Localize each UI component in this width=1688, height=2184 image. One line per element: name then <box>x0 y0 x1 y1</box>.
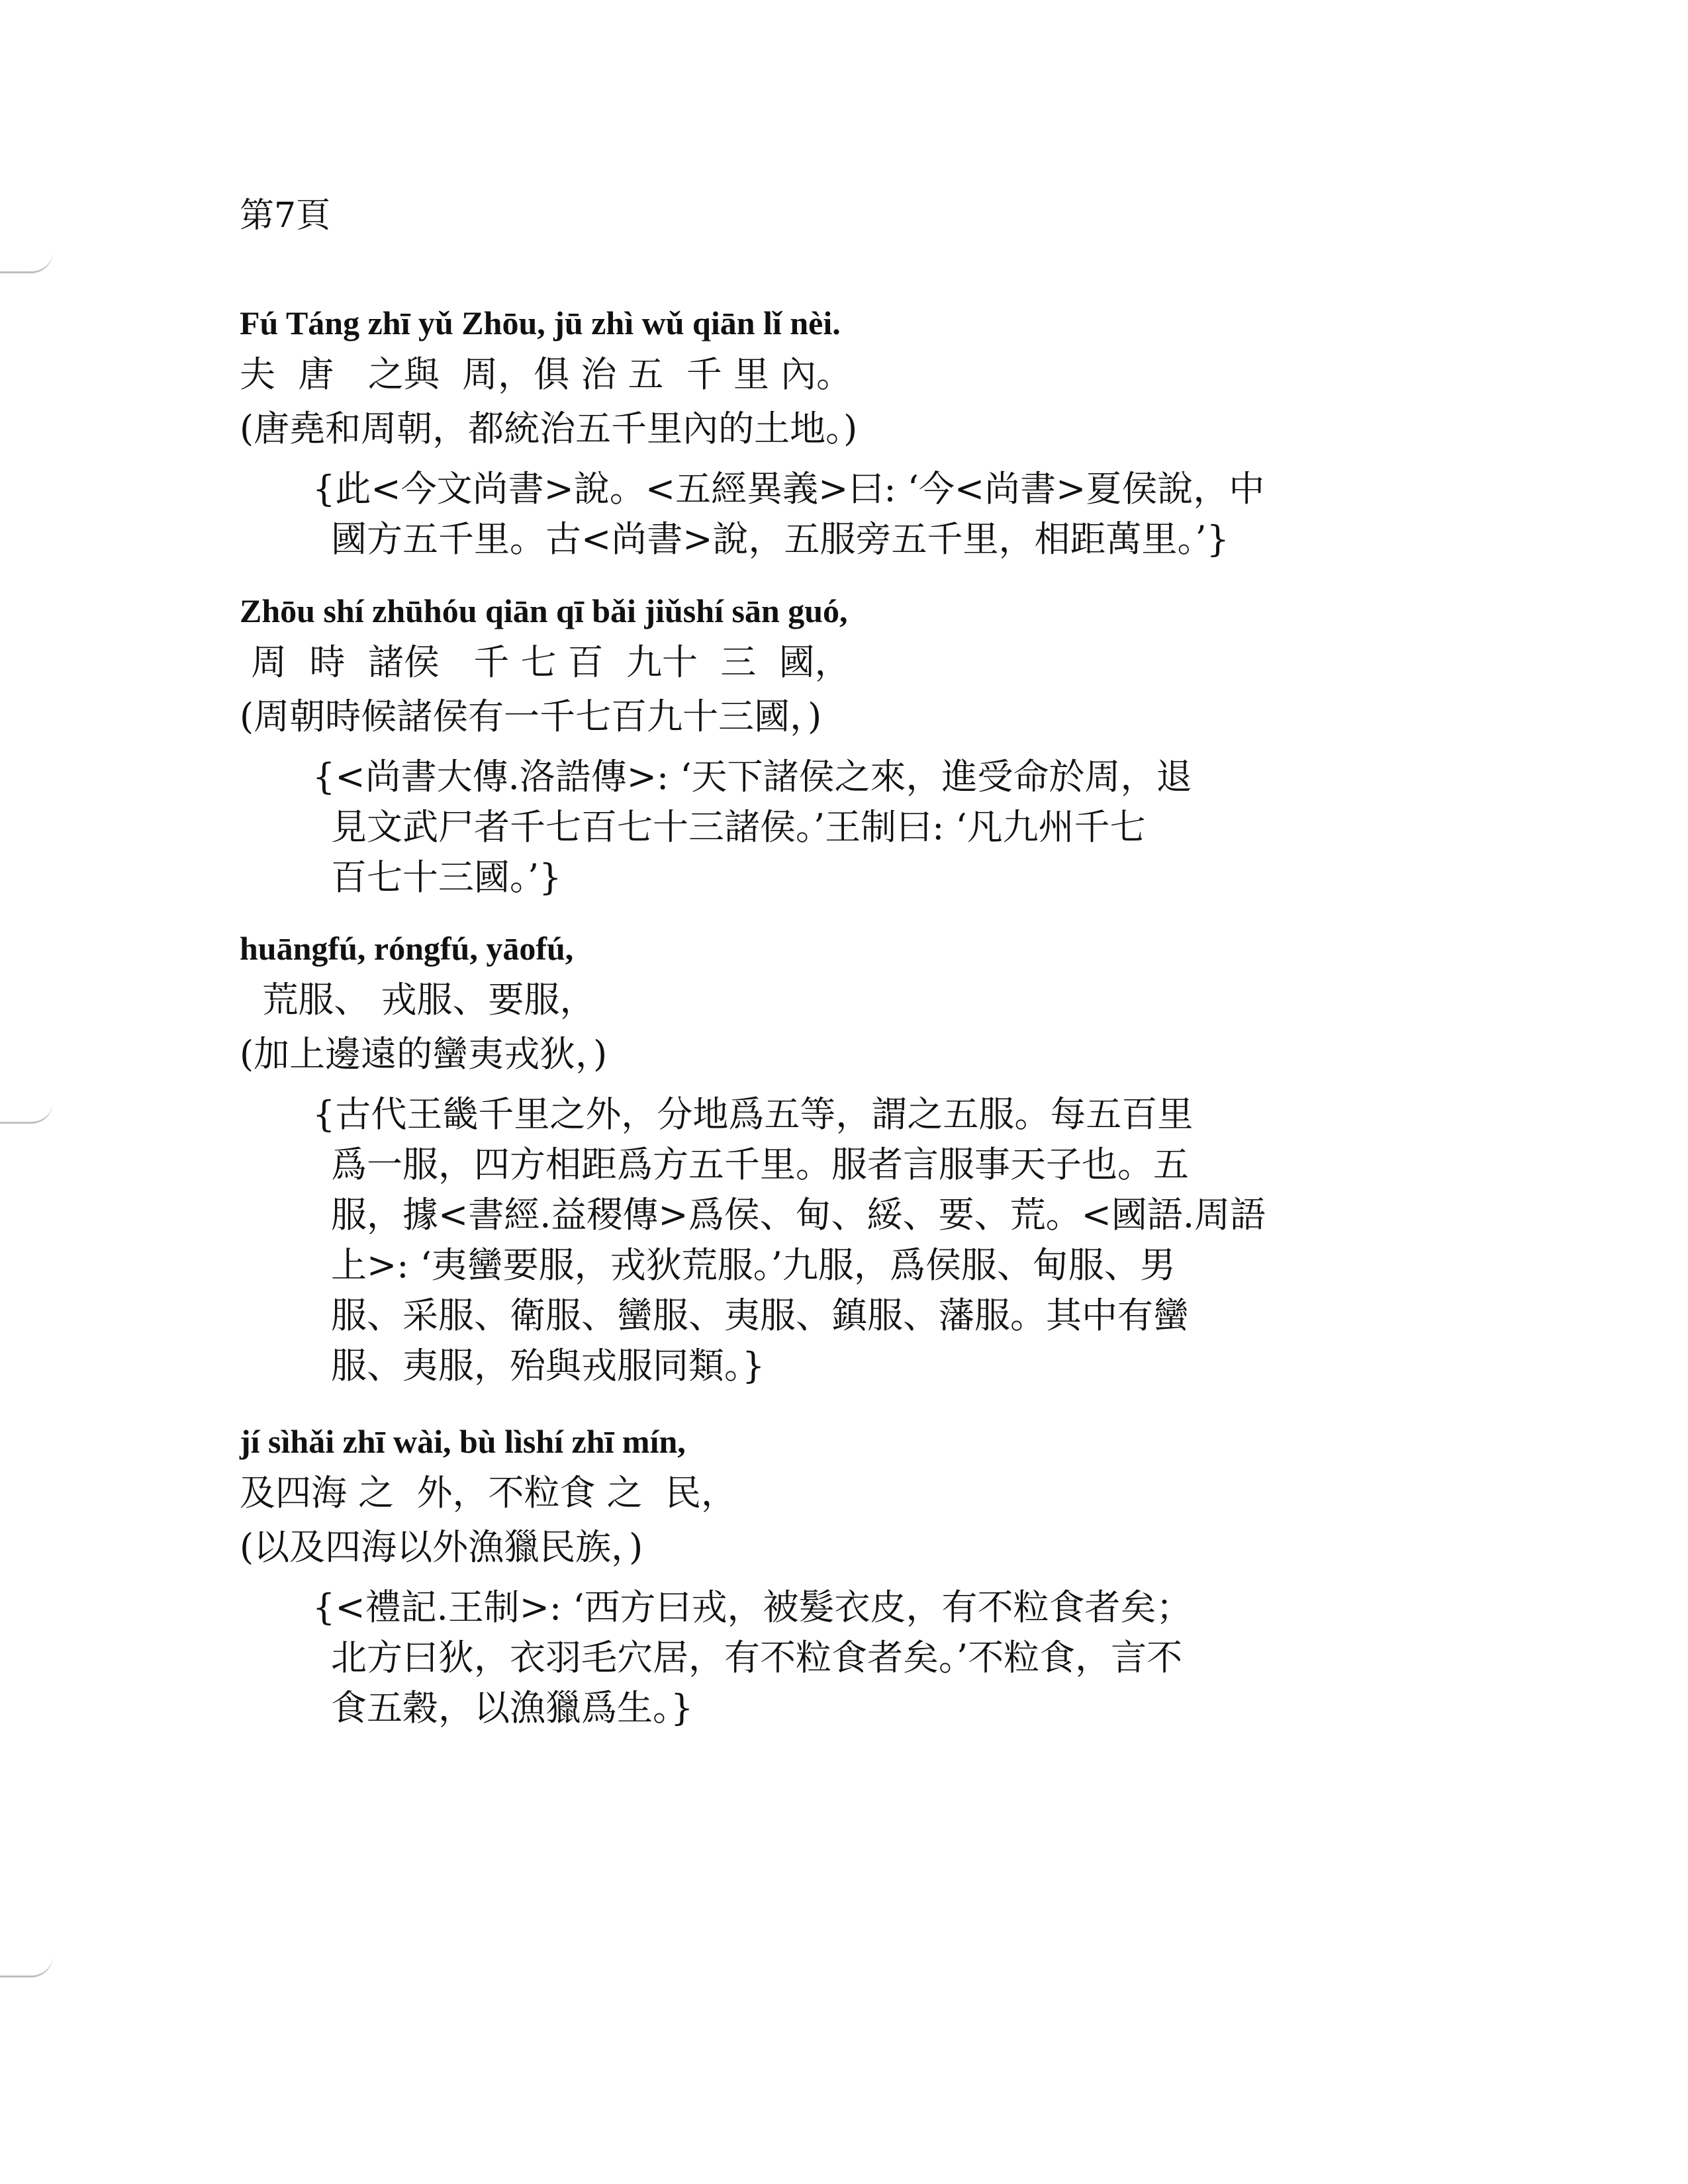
note-line: {此<今文尚書>說。<五經異義>曰: ‘今<尚書>夏侯說，中 <box>312 468 1265 510</box>
pinyin-line: Fú Táng zhī yǔ Zhōu, jū zhì wǔ qiān lǐ nèi. <box>240 304 841 341</box>
translation-line: (周朝時候諸侯有一千七百九十三國，) <box>240 696 822 737</box>
note-line: 見文武尸者千七百七十三諸侯。’王制曰: ‘凡九州千七 <box>331 806 1146 848</box>
stanza-2 <box>240 589 1504 903</box>
stanza-1 <box>240 301 1504 565</box>
hanzi-line: 夫 唐 之與 周，俱 治 五 千 里 內。 <box>240 353 853 395</box>
hanzi-line: 周 時 諸侯 千 七 百 九十 三 國， <box>240 641 851 683</box>
note-line: 服，據<書經.益稷傳>爲侯、甸、綏、要、荒。<國語.周語 <box>331 1194 1266 1236</box>
translation-line: (以及四海以外漁獵民族，) <box>240 1526 643 1568</box>
commentary-note <box>312 464 1504 565</box>
page-number: 第7頁 <box>240 196 331 236</box>
pinyin-line: Zhōu shí zhūhóu qiān qī bǎi jiǔshí sān guó, <box>240 592 848 629</box>
commentary-note <box>312 1089 1504 1391</box>
note-line: {古代王畿千里之外，分地爲五等，謂之五服。每五百里 <box>312 1093 1194 1135</box>
commentary-note <box>312 1582 1504 1733</box>
note-line: 百七十三國。’} <box>331 856 562 898</box>
stanza-4 <box>240 1420 1504 1733</box>
scan-punch-hole-mark <box>0 1956 53 1978</box>
hanzi-line: 荒服、 戎服、要服， <box>240 979 596 1021</box>
pinyin-line: jí sìhǎi zhī wài, bù lìshí zhī mín, <box>240 1423 686 1460</box>
note-line: {<禮記.王制>: ‘西方曰戎，被髮衣皮，有不粒食者矣； <box>312 1586 1192 1628</box>
commentary-note <box>312 752 1504 903</box>
scan-punch-hole-mark <box>0 1102 53 1124</box>
scan-punch-hole-mark <box>0 251 53 273</box>
note-line: {<尚書大傳.洛誥傳>: ‘天下諸侯之來，進受命於周，退 <box>312 756 1192 797</box>
translation-line: (加上邊遠的蠻夷戎狄，) <box>240 1033 608 1075</box>
stanza-3 <box>240 927 1504 1391</box>
hanzi-line: 及四海 之 外，不粒食 之 民， <box>240 1472 737 1514</box>
translation-line: (唐堯和周朝，都統治五千里內的土地。) <box>240 408 858 449</box>
note-line: 國方五千里。古<尚書>說，五服旁五千里，相距萬里。’} <box>331 518 1230 560</box>
note-line: 食五穀，以漁獵爲生。} <box>331 1687 694 1729</box>
note-line: 上>: ‘夷蠻要服，戎狄荒服。’九服，爲侯服、甸服、男 <box>331 1244 1176 1286</box>
pinyin-line: huāngfú, róngfú, yāofú, <box>240 930 574 967</box>
note-line: 爲一服，四方相距爲方五千里。服者言服事天子也。五 <box>331 1144 1189 1185</box>
note-line: 北方曰狄，衣羽毛穴居，有不粒食者矣。’不粒食，言不 <box>331 1637 1183 1678</box>
note-line: 服、采服、衛服、蠻服、夷服、鎮服、藩服。其中有蠻 <box>331 1295 1189 1336</box>
note-line: 服、夷服，殆與戎服同類。} <box>331 1345 765 1387</box>
